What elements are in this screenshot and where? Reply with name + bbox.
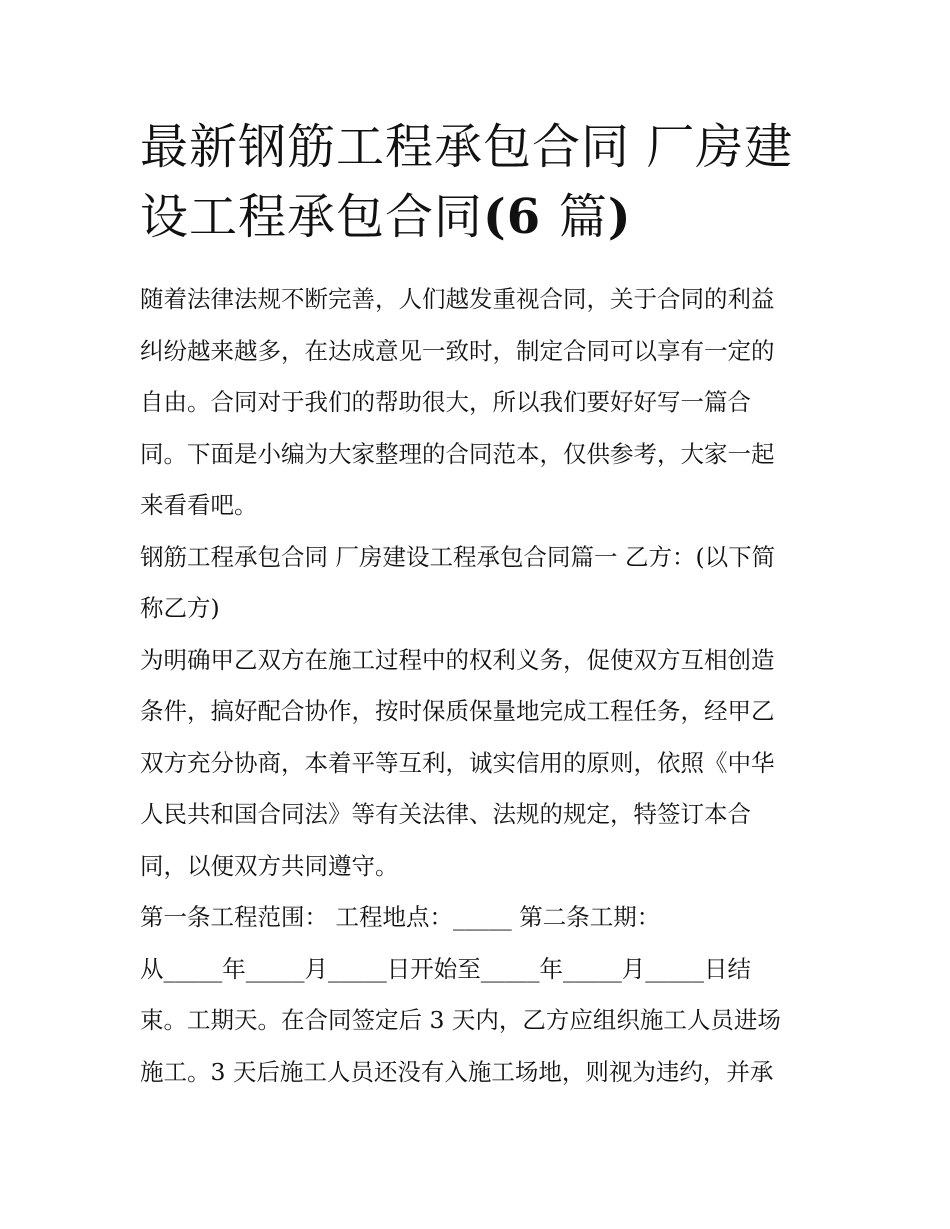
title-close-paren: ) xyxy=(607,189,632,245)
document-title xyxy=(140,112,820,252)
title-line-1: 最新钢筋工程承包合同 厂房建 xyxy=(140,119,794,175)
text-line: 条件，搞好配合协作，按时保质保量地完成工程任务，经甲乙 xyxy=(140,697,775,725)
text-line: 自由。合同对于我们的帮助很大，所以我们要好好写一篇合 xyxy=(140,388,751,416)
text-line: 同，以便双方共同遵守。 xyxy=(140,851,399,880)
text-line: 从_____年_____月_____日开始至_____年_____月_____日结 xyxy=(140,954,751,983)
paragraph-article-1 xyxy=(140,892,820,1098)
text-line: 钢筋工程承包合同 厂房建设工程承包合同篇一 乙方：(以下简 xyxy=(140,542,776,571)
text-line: 施工。3 天后施工人员还没有入施工场地，则视为违约，并承 xyxy=(140,1057,774,1086)
text-line: 随着法律法规不断完善，人们越发重视合同，关于合同的利益 xyxy=(140,285,775,313)
title-line-2 xyxy=(140,182,820,252)
text-line: 第一条工程范围： 工程地点：_____ 第二条工期： xyxy=(140,903,661,931)
paragraph-section-heading xyxy=(140,532,820,635)
title-line-2-text: 设工程承包合同 xyxy=(140,189,484,245)
document-page xyxy=(140,112,820,1098)
title-count-unit: 篇 xyxy=(558,189,608,245)
text-line: 纠纷越来越多，在达成意见一致时，制定合同可以享有一定的 xyxy=(140,336,775,365)
text-line: 束。工期天。在合同签定后 3 天内，乙方应组织施工人员进场 xyxy=(140,1006,781,1034)
text-line: 为明确甲乙双方在施工过程中的权利义务，促使双方互相创造 xyxy=(140,645,775,674)
text-line: 人民共和国合同法》等有关法律、法规的规定，特签订本合 xyxy=(140,800,751,828)
document-body xyxy=(140,274,820,1098)
title-count: (6 xyxy=(483,189,559,245)
text-line: 同。下面是小编为大家整理的合同范本，仅供参考，大家一起 xyxy=(140,439,775,468)
text-line: 双方充分协商，本着平等互利，诚实信用的原则，依照《中华 xyxy=(140,748,775,777)
paragraph-intro xyxy=(140,274,820,532)
paragraph-purpose xyxy=(140,635,820,893)
text-line: 来看看吧。 xyxy=(140,491,258,519)
text-line: 称乙方) xyxy=(140,594,220,622)
